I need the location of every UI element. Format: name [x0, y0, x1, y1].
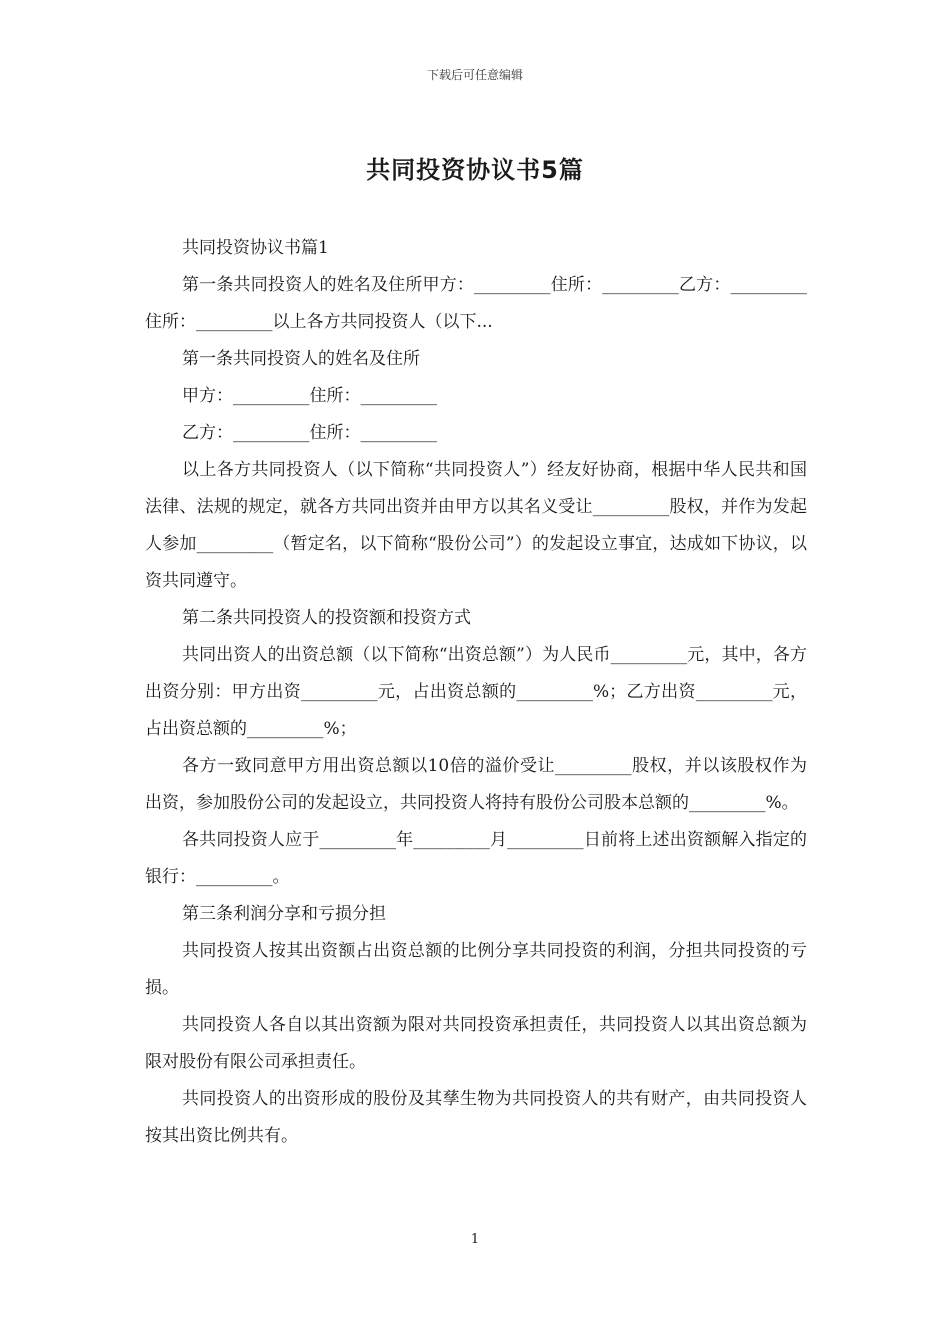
document-title: 共同投资协议书5篇 [366, 156, 584, 184]
paragraph-party-b: 乙方：_________住所：_________ [182, 423, 437, 443]
paragraph-profit-sharing: 共同投资人按其出资额占出资总额的比例分享共同投资的利润，分担共同投资的亏损。 [145, 941, 807, 998]
paragraph-equity-transfer: 各方一致同意甲方用出资总额以10倍的溢价受让_________股权，并以该股权作为出资，参加股份公司的发起设立，共同投资人将持有股份公司股本总额的_________%。 [145, 756, 807, 813]
page-number: 1 [470, 1232, 480, 1247]
paragraph-article-3-heading: 第三条利润分享和亏损分担 [182, 904, 386, 924]
paragraph-joint-property: 共同投资人的出资形成的股份及其孳生物为共同投资人的共有财产，由共同投资人按其出资比例共有。 [145, 1089, 807, 1146]
paragraph-article-2-heading: 第二条共同投资人的投资额和投资方式 [182, 608, 471, 628]
header-note: 下载后可任意编辑 [426, 68, 523, 82]
paragraph-summary: 第一条共同投资人的姓名及住所甲方：_________住所：_________乙方：_________住所：_________以上各方共同投资人（以下... [145, 275, 807, 332]
paragraph-investment-total: 共同出资人的出资总额（以下简称“出资总额”）为人民币_________元，其中，各方出资分别：甲方出资_________元，占出资总额的_________%；乙方出资_________元，占出资总额的_________%； [145, 645, 807, 739]
paragraph-party-a: 甲方：_________住所：_________ [182, 386, 437, 406]
paragraph-section-heading: 共同投资协议书篇1 [182, 238, 329, 258]
document-body [145, 230, 807, 1155]
paragraph-preamble: 以上各方共同投资人（以下简称“共同投资人”）经友好协商，根据中华人民共和国法律、法规的规定，就各方共同出资并由甲方以其名义受让_________股权，并作为发起人参加_________（暂定名，以下简称“股份公司”）的发起设立事宜，达成如下协议，以资共同遵守。 [145, 460, 807, 591]
paragraph-payment-deadline: 各共同投资人应于_________年_________月_________日前将上述出资额解入指定的银行：_________。 [145, 830, 807, 887]
paragraph-article-1-heading: 第一条共同投资人的姓名及住所 [182, 349, 420, 369]
paragraph-liability: 共同投资人各自以其出资额为限对共同投资承担责任，共同投资人以其出资总额为限对股份有限公司承担责任。 [145, 1015, 807, 1072]
